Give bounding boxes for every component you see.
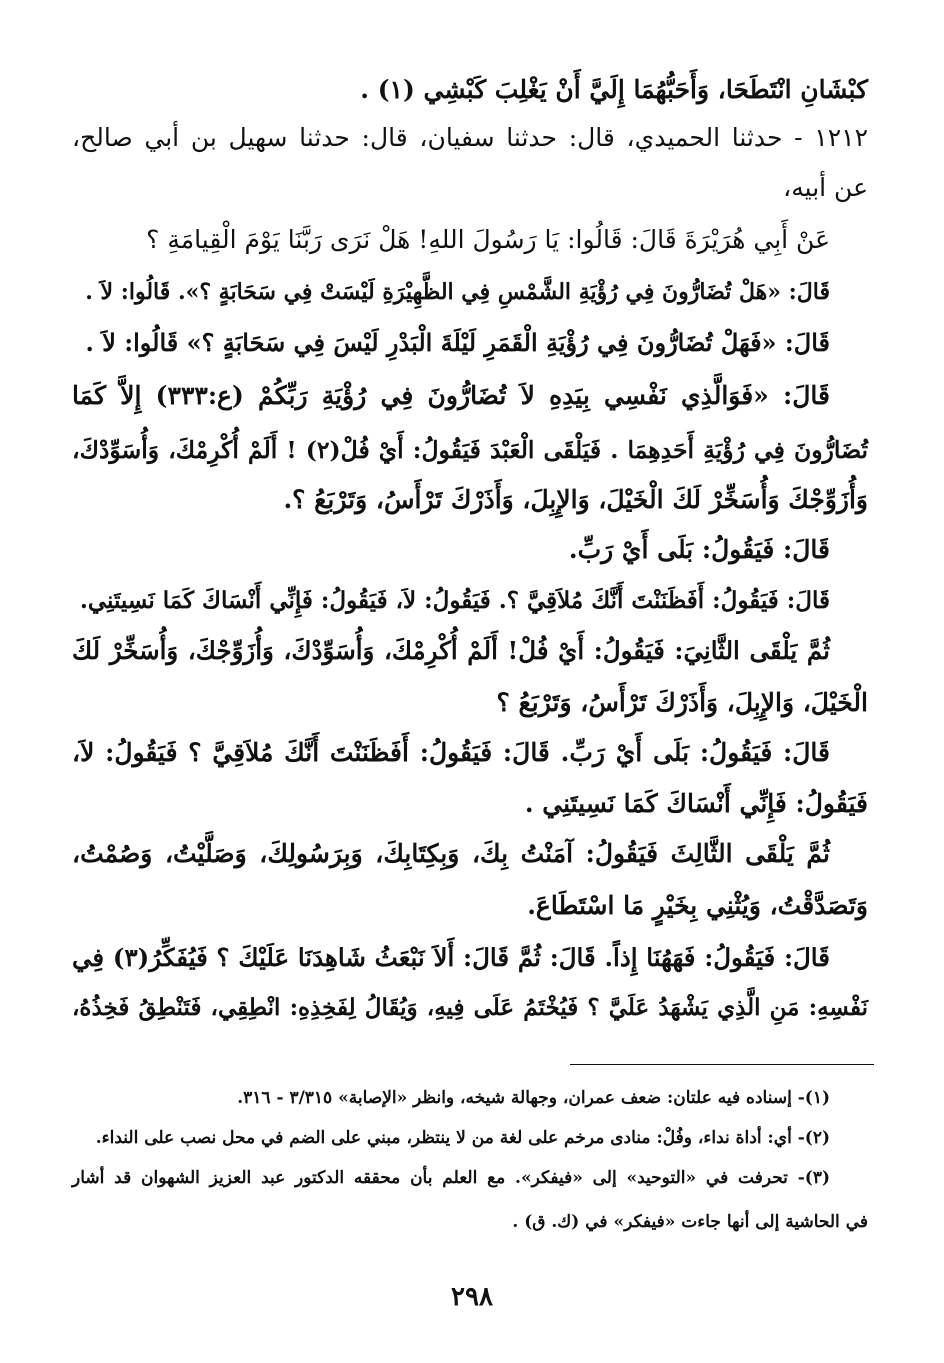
text-line-9: وَأُزَوِّجْكَ وَأُسَخِّرْ لَكَ الْخَيْلَ، وَالإِبِلَ، وَأَذَرْكَ تَرْأَسُ، وَتَرْبَعُ ؟.	[283, 485, 868, 514]
footnote-1: (١)- إسناده فيه علتان: ضعف عمران، وجهالة شيخه، وانظر «الإصابة» ٣/٣١٥ - ٣١٦.	[237, 1088, 830, 1108]
text-line-8: تُضَارُّونَ فِي رُؤْيَةِ أَحَدِهِمَا . فَيَلْقَى الْعَبْدَ فَيَقُولُ: أَيْ فُلْ(٢) ! أَلَمْ أُكْرِمْكَ، وَأُسَوِّدْكَ،	[72, 436, 868, 464]
text-line-16: ثُمَّ يَلْقَى الثَّالِثَ فَيَقُولُ: آمَنْتُ بِكَ، وَبِكِتَابِكَ، وَبِرَسُولِكَ، وَصَلَّيْتُ، وَصُمْتُ،	[72, 839, 830, 868]
text-line-4: عَنْ أَبِي هُرَيْرَةَ قَالَ: قَالُوا: يَا رَسُولَ اللهِ! هَلْ نَرَى رَبَّنَا يَوْمَ الْقِيامَةِ ؟	[146, 225, 830, 254]
footnote-3: (٣)- تحرفت في «التوحيد» إلى «فيفكر». مع العلم بأن محققه الدكتور عبد العزيز الشهوان قد أشار	[72, 1168, 830, 1188]
text-line-15: فَيَقُولُ: فَإِنِّي أَنْسَاكَ كَمَا نَسِيتَنِي .	[524, 789, 868, 818]
text-line-19: نَفْسِهِ: مَنِ الَّذِي يَشْهَدُ عَلَيَّ ؟ فَيُخْتَمُ عَلَى فِيهِ، وَيُقَالُ لِفَخِذِهِ: انْطِقِي، فَتَنْطِقُ فَخِذُهُ،	[72, 994, 868, 1021]
text-line-12: ثُمَّ يَلْقَى الثَّانِيَ: فَيَقُولُ: أَيْ فُلْ! أَلَمْ أُكْرِمْكَ، وَأُسَوِّدْكَ، وَأُزَوِّجْكَ، وَأُسَخِّرْ لَكَ	[72, 636, 830, 665]
text-line-6: قَالَ: «فَهَلْ تُضَارُّونَ فِي رُؤْيَةِ الْقَمَرِ لَيْلَةَ الْبَدْرِ لَيْسَ فِي سَحَابَةٍ ؟» قَالُوا: لاَ .	[85, 328, 830, 357]
text-line-17: وَتَصَدَّقْتُ، وَيُثْنِي بِخَيْرٍ مَا اسْتَطَاعَ.	[527, 891, 868, 920]
text-line-7: قَالَ: «فَوَالَّذِي نَفْسِي بِيَدِهِ لاَ تُضَارُّونَ فِي رُؤْيَةِ رَبِّكُمْ (ع:٣٣٣) إِلاَّ كَمَا	[72, 381, 830, 410]
text-line-18: قَالَ: فَيَقُولُ: فَهَهُنَا إِذاً. قَالَ: ثُمَّ قَالَ: أَلاَ نَبْعَثُ شَاهِدَنَا عَلَيْكَ ؟ فَيُفَكِّرُ(٣) فِي	[72, 943, 830, 972]
text-line-5: قَالَ: «هَلْ تُضَارُّونَ فِي رُؤْيَةِ الشَّمْسِ فِي الظَّهِيْرَةِ لَيْسَتْ فِي سَحَابَةٍ ؟». قَالُوا: لاَ .	[85, 279, 830, 305]
footnote-3-continuation: في الحاشية إلى أنها جاءت «فيفكر» في (ك. ق) .	[512, 1212, 868, 1232]
hadith-number-line: ١٢١٢ - حدثنا الحميدي، قال: حدثنا سفيان، قال: حدثنا سهيل بن أبي صالح،	[72, 123, 868, 152]
page-number: ٢٩٨	[451, 1282, 493, 1312]
isnad-line-end: عن أبيه،	[783, 173, 868, 202]
text-line-10: قَالَ: فَيَقُولُ: بَلَى أَيْ رَبِّ.	[568, 535, 830, 564]
footnote-2: (٢)- أي: أداة نداء، وفُلْ: منادى مرخم على لغة من لا ينتظر، مبني على الضم في محل نصب على النداء.	[95, 1128, 830, 1148]
text-line-1: كبْشَانِ انْتَطَحَا، وَأَحَبُّهُمَا إِلَيَّ أَنْ يَغْلِبَ كَبْشِي (١) .	[360, 75, 868, 104]
text-line-14: قَالَ: فَيَقُولُ: بَلَى أَيْ رَبِّ. قَالَ: فَيَقُولُ: أَفَظَنَنْتَ أَنَّكَ مُلاَقِيَّ ؟ فَيَقُولُ: لاَ،	[72, 738, 830, 767]
text-line-11: قَالَ: فَيَقُولُ: أَفَظَنَنْتَ أَنَّكَ مُلاَقِيَّ ؟. فَيَقُولُ: لاَ، فَيَقُولُ: فَإِنِّي أَنْسَاكَ كَمَا نَسِيتَنِي.	[79, 587, 830, 614]
footnote-divider	[570, 1064, 874, 1065]
text-line-13: الْخَيْلَ، وَالإِبِلَ، وَأَذَرْكَ تَرْأَسُ، وَتَرْبَعُ ؟	[496, 688, 868, 717]
